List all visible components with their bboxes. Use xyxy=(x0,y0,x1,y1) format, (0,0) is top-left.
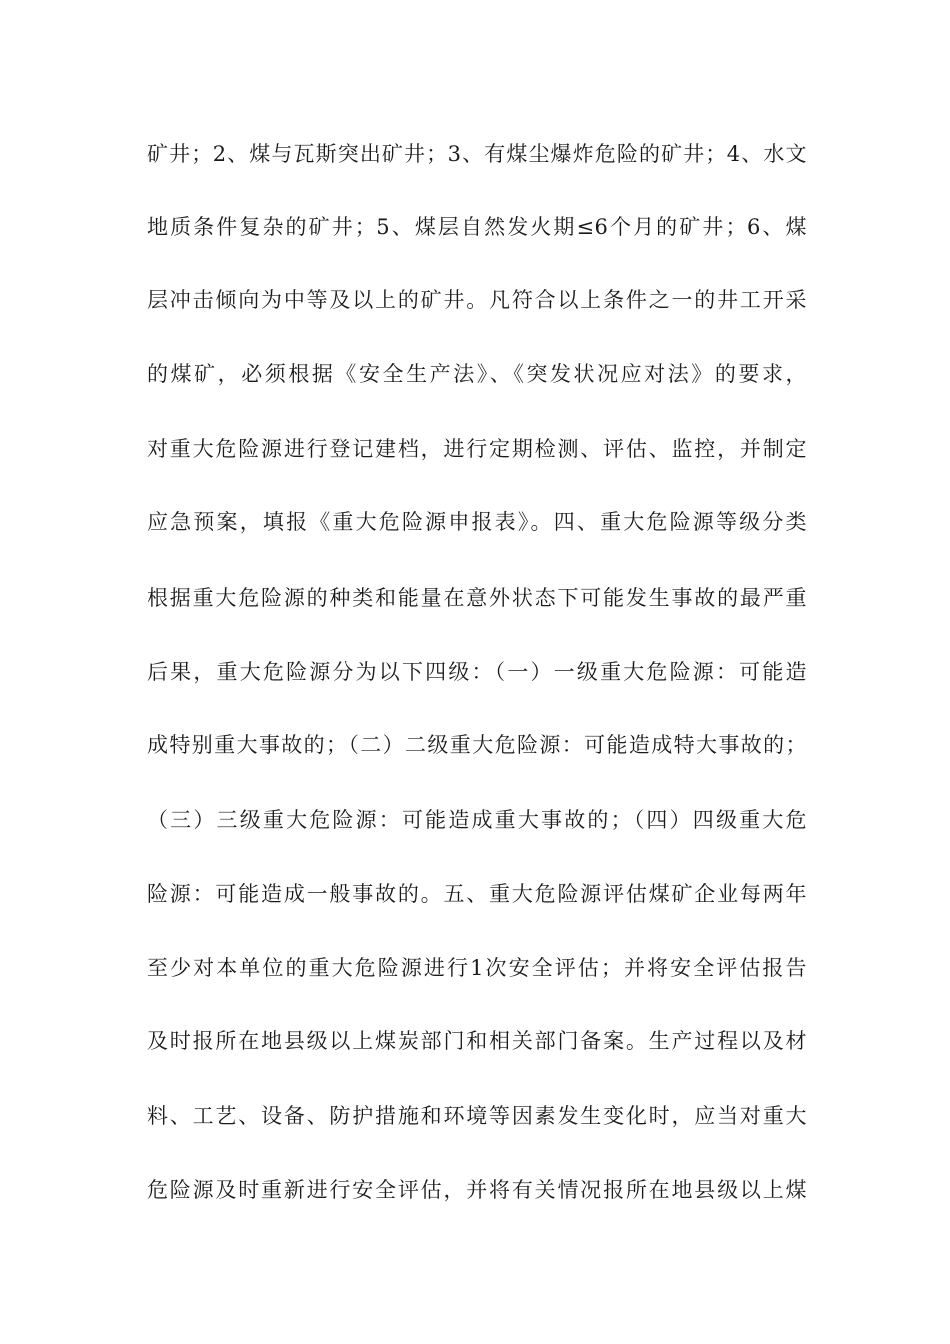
body-text-line: （三）三级重大危险源：可能造成重大事故的；（四）四级重大危 xyxy=(147,808,807,832)
body-text-line: 层冲击倾向为中等及以上的矿井。凡符合以上条件之一的井工开采 xyxy=(147,288,807,312)
body-text-line: 险源：可能造成一般事故的。五、重大危险源评估煤矿企业每两年 xyxy=(147,882,807,906)
body-text-line: 危险源及时重新进行安全评估，并将有关情况报所在地县级以上煤 xyxy=(147,1178,807,1202)
body-text-line: 根据重大危险源的种类和能量在意外状态下可能发生事故的最严重 xyxy=(147,586,807,610)
body-text-line: 矿井；2、煤与瓦斯突出矿井；3、有煤尘爆炸危险的矿井；4、水文 xyxy=(147,142,807,166)
body-text-line: 应急预案，填报《重大危险源申报表》。四、重大危险源等级分类 xyxy=(147,510,807,534)
body-text-line: 及时报所在地县级以上煤炭部门和相关部门备案。生产过程以及材 xyxy=(147,1029,807,1053)
body-text-line: 的煤矿，必须根据《安全生产法》、《突发状况应对法》的要求， xyxy=(147,362,807,386)
body-text-line: 地质条件复杂的矿井；5、煤层自然发火期≤6个月的矿井；6、煤 xyxy=(147,215,807,239)
body-text-line: 后果，重大危险源分为以下四级：（一）一级重大危险源：可能造 xyxy=(147,660,807,684)
body-text-line: 至少对本单位的重大危险源进行1次安全评估；并将安全评估报告 xyxy=(147,956,807,980)
body-text-line: 成特别重大事故的；（二）二级重大危险源：可能造成特大事故的； xyxy=(147,733,807,757)
body-text-line: 料、工艺、设备、防护措施和环境等因素发生变化时，应当对重大 xyxy=(147,1104,807,1128)
body-text-line: 对重大危险源进行登记建档，进行定期检测、评估、监控，并制定 xyxy=(147,437,807,461)
